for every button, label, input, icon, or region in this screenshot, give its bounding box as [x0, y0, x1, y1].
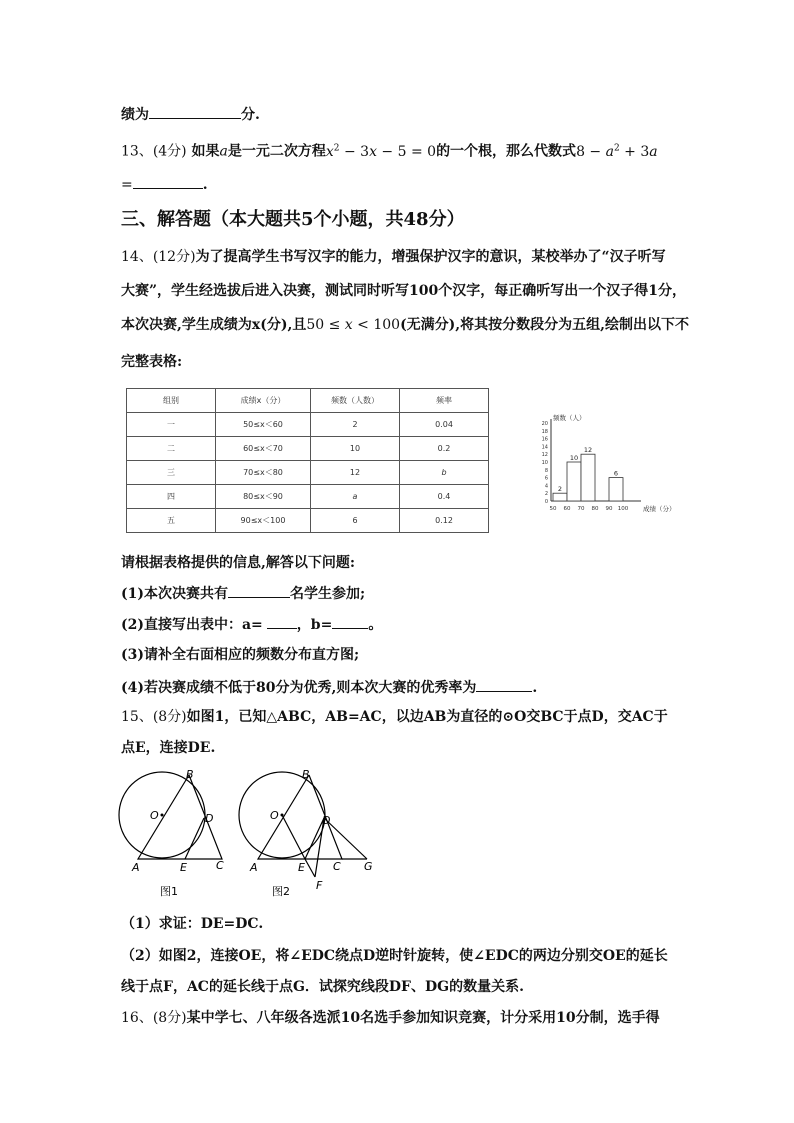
bar-value-label: 6: [613, 469, 619, 478]
figure-caption: 图2: [272, 885, 290, 898]
figure-2: [232, 765, 382, 900]
q15-line1: 15、(8分)如图1，已知△ABC，AB=AC，以边AB为直径的⊙O交BC于点D，交AC于: [121, 709, 668, 725]
y-tick-label: 12: [541, 452, 548, 459]
table-cell: 0.4: [400, 485, 489, 509]
answer-blank: [228, 583, 290, 598]
table-cell: 70≤x＜80: [216, 461, 311, 485]
y-tick-label: 20: [541, 421, 548, 427]
label-g: G: [364, 860, 373, 873]
table-cell: 二: [127, 437, 216, 461]
answer-blank: [267, 614, 297, 629]
section-heading: 三、解答题（本大题共5个小题，共48分）: [121, 209, 465, 230]
answer-blank: [476, 677, 532, 692]
y-tick-label: 4: [544, 483, 548, 490]
q13-line2: = .: [121, 174, 208, 195]
bar-value-label: 2: [557, 485, 563, 494]
y-tick-label: 14: [541, 444, 548, 451]
label-f: F: [316, 879, 323, 892]
label-a: A: [132, 861, 140, 874]
table-cell: 10: [311, 437, 400, 461]
table-cell: 0.04: [400, 413, 489, 437]
label-e: E: [298, 861, 305, 874]
x-tick-label: 100: [617, 506, 629, 512]
x-tick-label: 60: [563, 506, 571, 512]
table-row: [127, 437, 489, 461]
histogram-bar: [567, 462, 581, 501]
label-c: C: [333, 860, 341, 873]
center-point: [281, 814, 284, 817]
center-point: [161, 814, 164, 817]
histogram-bar: [553, 493, 567, 501]
answer-blank: [332, 614, 368, 629]
histogram-bar: [581, 454, 595, 501]
y-tick-label: 18: [541, 428, 548, 435]
table-header: 频数（人数）: [311, 389, 400, 413]
figure-caption: 图1: [160, 885, 178, 898]
y-tick-label: 2: [544, 491, 548, 498]
bar-value-label: 10: [569, 454, 579, 462]
label-o: O: [270, 809, 279, 822]
table-cell: 0.12: [400, 509, 489, 533]
label-b: B: [302, 768, 310, 781]
table-cell: 2: [311, 413, 400, 437]
label-a: A: [250, 861, 258, 874]
histogram-bar: [609, 478, 623, 501]
q12-tail: 绩为 分.: [121, 104, 260, 125]
q14-part2: (2)直接写出表中：a= ，b= 。: [121, 614, 382, 635]
frequency-table: [126, 388, 489, 533]
frequency-histogram: [522, 410, 682, 520]
q14-part1: (1)本次决赛共有 名学生参加;: [121, 583, 365, 604]
x-tick-label: 90: [605, 506, 613, 512]
y-tick-label: 16: [541, 436, 548, 443]
y-tick-label: 6: [544, 475, 548, 482]
table-cell: 四: [127, 485, 216, 509]
q15-line2: 点E，连接DE.: [121, 740, 216, 756]
q13-line1: 13、(4分) 如果a是一元二次方程$x^2 - 3x - 5 = 0$的一个根，那么代数式$8 - a^2 + 3a$: [121, 143, 658, 160]
q15-part2-line2: 线于点F，AC的延长线于点G．试探究线段DF、DG的数量关系.: [121, 979, 524, 995]
y-tick-label: 8: [544, 467, 548, 474]
table-row: [127, 509, 489, 533]
q14-intro: 请根据表格提供的信息,解答以下问题:: [121, 555, 356, 571]
table-cell: 12: [311, 461, 400, 485]
table-header: 频率: [400, 389, 489, 413]
q15-part2-line1: （2）如图2，连接OE，将∠EDC绕点D逆时针旋转，使∠EDC的两边分别交OE的延长: [121, 948, 668, 964]
answer-blank: [133, 174, 203, 189]
x-tick-label: 70: [577, 506, 585, 512]
label-o: O: [150, 809, 159, 822]
table-cell: a: [311, 485, 400, 509]
q16-line1: 16、(8分)某中学七、八年级各选派10名选手参加知识竞赛，计分采用10分制，选手得: [121, 1010, 660, 1026]
segment-de: [185, 818, 204, 859]
table-row: [127, 485, 489, 509]
table-cell: 五: [127, 509, 216, 533]
table-row: [127, 413, 489, 437]
inequality: 50 ≤ x < 100: [306, 317, 401, 333]
table-cell: 60≤x＜70: [216, 437, 311, 461]
segment-ef: [305, 859, 315, 877]
expression: $8 - a^2 + 3a$: [576, 143, 658, 160]
q14-part3: (3)请补全右面相应的频数分布直方图;: [121, 647, 360, 663]
x-tick-label: 80: [591, 506, 599, 512]
table-cell: 三: [127, 461, 216, 485]
y-tick-label: 10: [541, 460, 548, 466]
q14-line3: 本次决赛,学生成绩为x(分),且50 ≤ x < 100(无满分),将其按分数段分为五组,绘制出以下不: [121, 317, 690, 333]
x-axis-label: 成绩（分）: [643, 505, 676, 513]
table-header: 成绩x（分）: [216, 389, 311, 413]
table-cell: 一: [127, 413, 216, 437]
table-cell: 50≤x＜60: [216, 413, 311, 437]
figure-1: [112, 765, 232, 900]
table-header-row: [127, 389, 489, 413]
label-c: C: [216, 859, 224, 872]
table-cell: 90≤x＜100: [216, 509, 311, 533]
table-cell: 6: [311, 509, 400, 533]
answer-blank: [149, 104, 241, 119]
chart-title: 频数（人）: [553, 414, 586, 422]
bar-value-label: 12: [583, 446, 593, 455]
equation: $x^2 - 3x - 5 = 0$: [325, 143, 437, 160]
table-row: [127, 461, 489, 485]
label-e: E: [180, 861, 187, 874]
q14-line1: 14、(12分)为了提高学生书写汉字的能力，增强保护汉字的意识，某校举办了“汉子听写: [121, 249, 666, 265]
x-tick-label: 50: [549, 506, 557, 512]
table-cell: 0.2: [400, 437, 489, 461]
table-cell: 80≤x＜90: [216, 485, 311, 509]
q14-line2: 大赛”，学生经选拔后进入决赛，测试同时听写100个汉字，每正确听写出一个汉子得1分，: [121, 283, 687, 299]
label-d: D: [205, 812, 214, 825]
label-d: D: [322, 814, 331, 827]
q14-line4: 完整表格:: [121, 354, 183, 370]
y-tick-label: 0: [544, 499, 548, 505]
q15-part1: （1）求证：DE=DC.: [121, 916, 264, 932]
table-cell: b: [400, 461, 489, 485]
label-b: B: [186, 768, 194, 781]
segment-oe: [282, 815, 305, 859]
table-header: 组别: [127, 389, 216, 413]
q14-part4: (4)若决赛成绩不低于80分为优秀,则本次大赛的优秀率为 .: [121, 677, 537, 698]
